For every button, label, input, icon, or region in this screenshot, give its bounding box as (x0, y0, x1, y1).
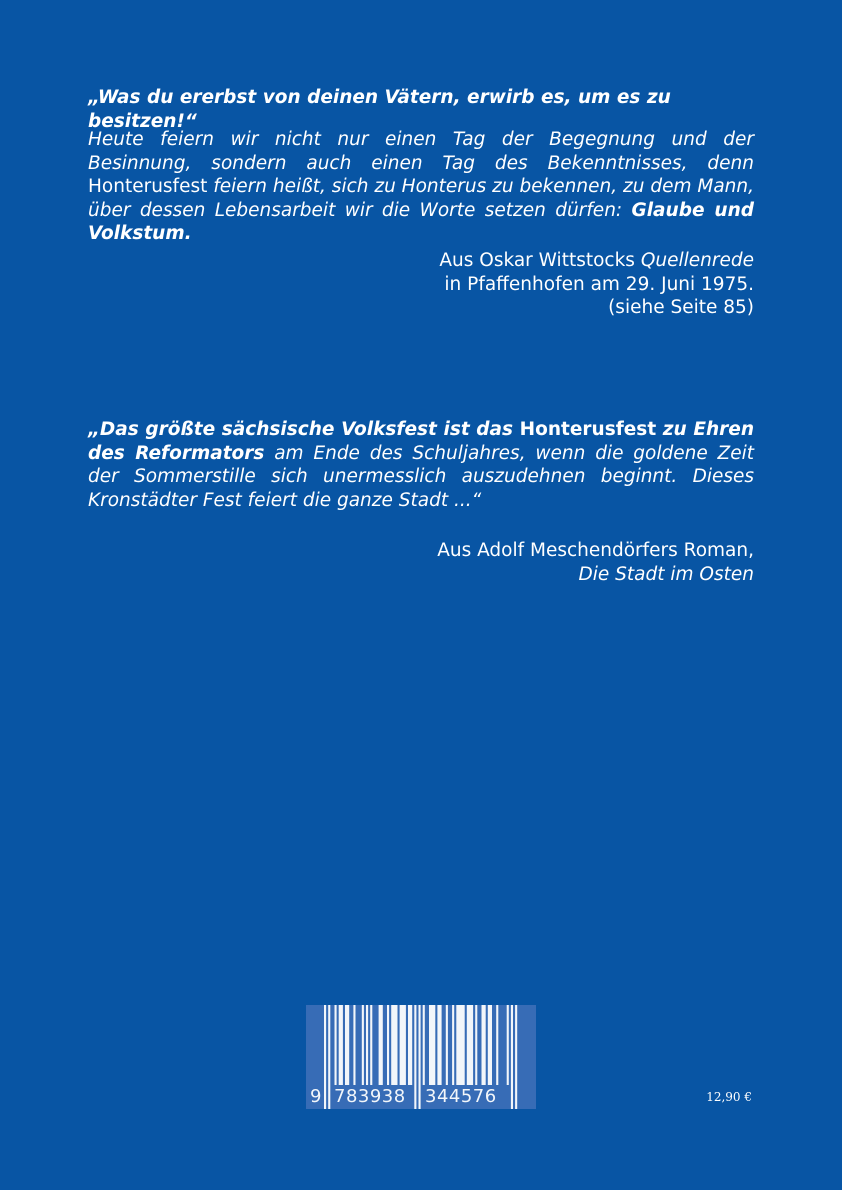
quote-wittstock-part1: Heute feiern wir nicht nur einen Tag der Begegnung und der Besinnung, sondern auch einen Tag des Bekenntnisses, denn (88, 129, 754, 174)
quote-meschendoerfer (88, 418, 754, 512)
attribution-meschendoerfer (437, 539, 754, 586)
attribution-meschendoerfer-line1: Aus Adolf Meschendörfers Roman, (437, 540, 754, 561)
barcode-bar (379, 1005, 383, 1085)
barcode-bar (482, 1005, 486, 1085)
barcode-bar (488, 1005, 492, 1085)
barcode-bar (391, 1005, 397, 1085)
barcode-digit-first: 9 (310, 1086, 322, 1107)
quote-meschendoerfer-part3: zu Ehren des Reformators (88, 419, 754, 464)
barcode-bar (446, 1005, 448, 1085)
barcode-bar (452, 1005, 454, 1085)
barcode-bar (353, 1005, 355, 1085)
barcode-bar (362, 1005, 364, 1085)
barcode-digits (306, 1085, 536, 1109)
barcode-bar (437, 1005, 441, 1085)
barcode-bar (339, 1005, 343, 1085)
attribution-wittstock (439, 249, 754, 320)
barcode-bar (496, 1005, 498, 1085)
barcode-bar (423, 1005, 425, 1085)
barcode-bar (475, 1005, 477, 1085)
barcode-bar (400, 1005, 406, 1085)
barcode-bar (408, 1005, 412, 1085)
barcode-bar (335, 1005, 337, 1085)
quote-meschendoerfer-part1: „Das größte sächsische Volksfest ist das (88, 419, 520, 440)
quote-wittstock (88, 128, 754, 246)
quote-wittstock-emphasis: Glaube und Volkstum. (88, 199, 754, 244)
barcode-digits-left: 783938 (334, 1086, 406, 1107)
barcode-bar (345, 1005, 349, 1085)
attribution-wittstock-line3: (siehe Seite 85) (608, 297, 754, 318)
barcode-bar (429, 1005, 435, 1085)
barcode-bar (366, 1005, 368, 1085)
isbn-barcode (306, 1005, 536, 1109)
attribution-wittstock-author: Aus Oskar Wittstocks (439, 250, 641, 271)
attribution-meschendoerfer-title: Die Stadt im Osten (578, 563, 754, 585)
quote-wittstock-part3: feiern heißt, sich zu Honterus zu bekennen, zu dem Mann, über dessen Lebensarbeit wir die Worte setzen dürfen: (88, 176, 754, 221)
barcode-bar (507, 1005, 509, 1085)
barcode-bar (456, 1005, 464, 1085)
attribution-wittstock-line1 (439, 249, 754, 273)
price-label: 12,90 € (706, 1090, 752, 1104)
barcode-digits-right: 344576 (425, 1086, 497, 1107)
quote-meschendoerfer-part4: am Ende des Schuljahres, wenn die goldene Zeit der Sommerstille sich unermesslich auszudehnen beginnt. Dieses Kronstädter Fest feiert die ganze Stadt ...“ (88, 442, 754, 511)
attribution-wittstock-line2: in Pfaffenhofen am 29. Juni 1975. (444, 273, 754, 295)
barcode-bar (370, 1005, 372, 1085)
barcode-bar (467, 1005, 473, 1085)
barcode-bar (387, 1005, 389, 1085)
motto-quote: „Was du ererbst von deinen Vätern, erwirb es, um es zu besitzen!“ (88, 87, 671, 132)
quote-wittstock-honterusfest: Honterusfest (88, 176, 208, 197)
attribution-wittstock-title: Quellenrede (640, 250, 754, 271)
quote-meschendoerfer-honterusfest: Honterusfest (519, 419, 657, 440)
